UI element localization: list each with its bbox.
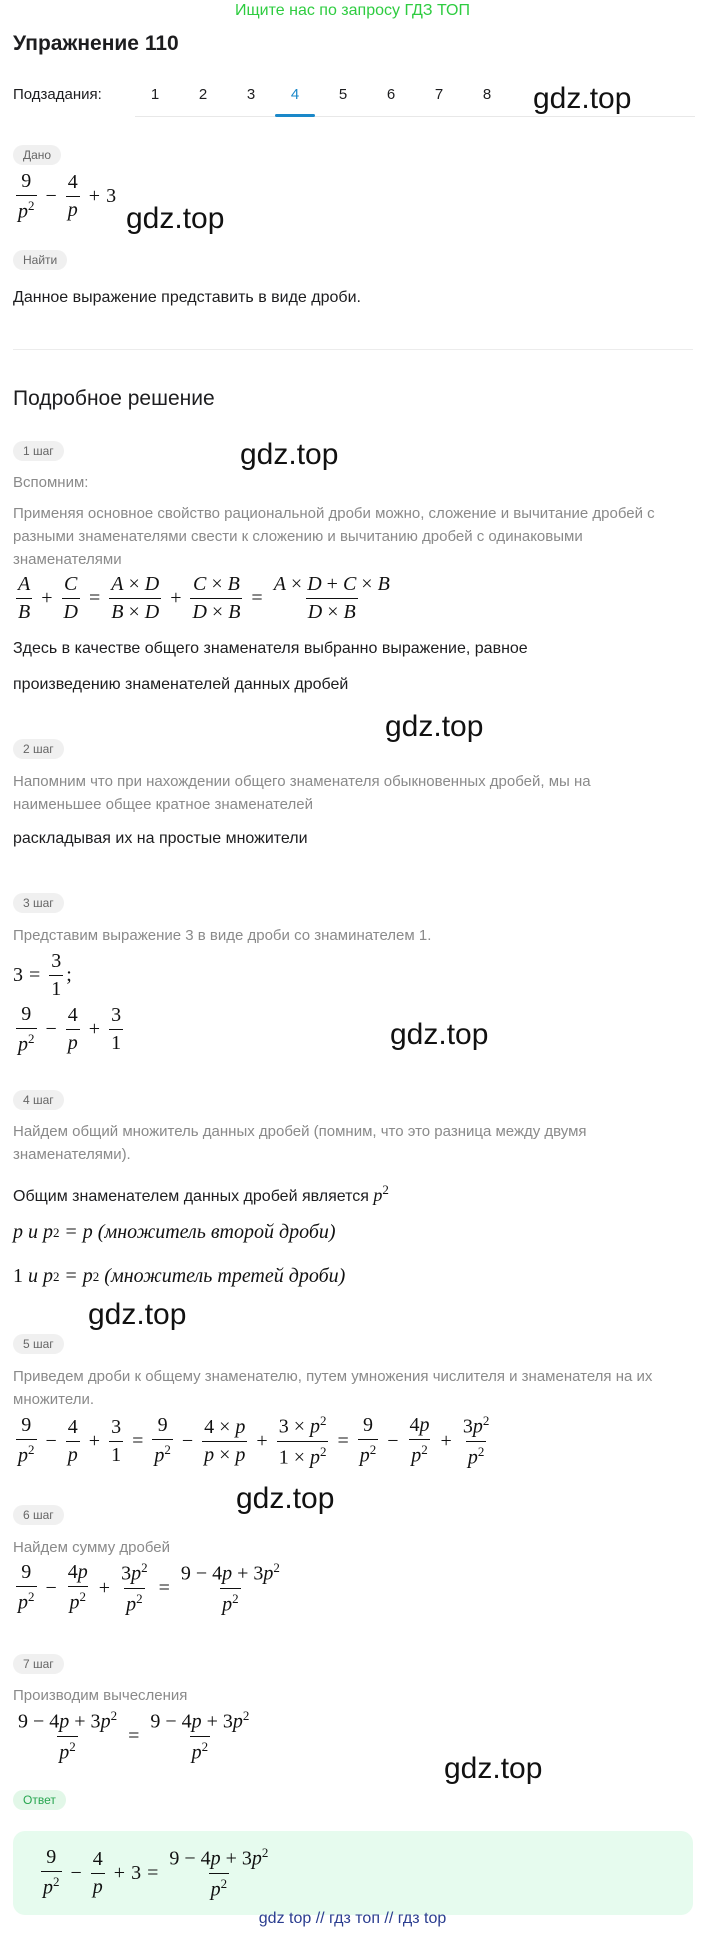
step-5-formula: $\frac{9}{p^2}$ − $\frac{4}{p}$ + $\frac{3}{1}$ = $\frac{9}{p^2}$ − $\frac{4 \times p}{p \times p}$ + $\frac{3 \times p^2}{1 \times p^2}$ = $\frac{9}{p^2}$ − $\frac{4p}{p^2}$ + $\frac{3p^2}{p^2}$ xyxy=(18,1413,490,1469)
given-pill: Дано xyxy=(13,145,61,165)
find-text: Данное выражение представить в виде дроби. xyxy=(13,289,361,306)
step-4-line2: 1 и p 2 = p 2 (множитель третей дроби) xyxy=(13,1265,346,1287)
given-expression: $\frac{9}{p^2}$ − $\frac{4}{p}$ + 3 xyxy=(18,170,117,223)
divider xyxy=(13,349,693,350)
step-7-pill: 7 шаг xyxy=(13,1654,64,1674)
tab-1[interactable]: 1 xyxy=(150,86,160,103)
step-5-pill: 5 шаг xyxy=(13,1334,64,1354)
page-title: Упражнение 110 xyxy=(13,32,179,55)
step-6-text: Найдем сумму дробей xyxy=(13,1539,171,1556)
step-4-line1: p и p 2 = p (множитель второй дроби) xyxy=(13,1221,336,1243)
watermark: gdz.top xyxy=(444,1752,543,1785)
step-4-conj: и xyxy=(28,1221,38,1243)
step-5-text: Приведем дроби к общему знаменателю, путем умножения числителя и знаменателя на их множители. xyxy=(13,1368,653,1408)
footer-links[interactable]: gdz top // гдз топ // гдз top xyxy=(258,1910,447,1927)
tab-5[interactable]: 5 xyxy=(338,86,348,103)
step-1-recall: Вспомним: xyxy=(13,474,89,491)
step-1-pill: 1 шаг xyxy=(13,441,64,461)
step-6-formula: $\frac{9}{p^2}$ − $\frac{4p}{p^2}$ + $\frac{3p^2}{p^2}$ = $\frac{9 - 4p + 3p^2}{p^2}$ xyxy=(18,1560,280,1616)
step-6-pill: 6 шаг xyxy=(13,1505,64,1525)
promo-banner: Ищите нас по запросу ГДЗ ТОП xyxy=(235,2,470,19)
watermark: gdz.top xyxy=(533,82,632,115)
watermark: gdz.top xyxy=(126,202,225,235)
solution-heading: Подробное решение xyxy=(13,387,215,410)
step-4-pill: 4 шаг xyxy=(13,1090,64,1110)
tabs-divider xyxy=(135,116,695,117)
step-1-text1: Здесь в качестве общего знаменателя выбранно выражение, равное xyxy=(13,640,528,657)
step-1-text: Применяя основное свойство рациональной дроби можно, сложение и вычитание дробей с разными знаменателями свести к сложению и вычитанию дробей с одинаковыми знаменателями xyxy=(13,505,655,568)
tab-3[interactable]: 3 xyxy=(246,86,256,103)
step-4-text: Найдем общий множитель данных дробей (помним, что это разница между двумя знаменателями). xyxy=(13,1123,587,1163)
tab-8[interactable]: 8 xyxy=(482,86,492,103)
subtasks-label: Подзадания: xyxy=(13,86,102,103)
active-tab-indicator xyxy=(275,114,315,117)
step-4-text2: Общим знаменателем данных дробей является $p^2$ xyxy=(13,1182,389,1205)
step-4-line1-note: (множитель второй дроби) xyxy=(97,1221,336,1243)
tab-4[interactable]: 4 xyxy=(290,86,300,103)
tab-2[interactable]: 2 xyxy=(198,86,208,103)
watermark: gdz.top xyxy=(88,1298,187,1331)
step-4-line2-note: (множитель третей дроби) xyxy=(104,1265,346,1287)
step-3-formula-a: 3 = $\frac{3}{1}$ ; xyxy=(13,950,72,1000)
step-7-formula: $\frac{9 - 4p + 3p^2}{p^2}$ = $\frac{9 - 4p + 3p^2}{p^2}$ xyxy=(18,1708,250,1764)
watermark: gdz.top xyxy=(240,438,339,471)
watermark: gdz.top xyxy=(390,1018,489,1051)
step-1-formula: $\frac{A}{B}$ + $\frac{C}{D}$ = $\frac{A \times D}{B \times D}$ + $\frac{C \times B}{D \times B}$ = $\frac{A \times D + C \times B}{D \times B}$ xyxy=(18,573,390,623)
step-4-text2-label: Общим знаменателем данных дробей является xyxy=(13,1188,369,1205)
step-7-text: Производим вычесления xyxy=(13,1687,188,1704)
step-1-text2: произведению знаменателей данных дробей xyxy=(13,676,349,693)
watermark: gdz.top xyxy=(385,710,484,743)
step-4-conj: и xyxy=(28,1265,38,1287)
step-2-text: Напомним что при нахождении общего знаменателя обыкновенных дробей, мы на наименьшее общее кратное знаменателей xyxy=(13,773,591,813)
find-pill: Найти xyxy=(13,250,67,270)
step-3-formula-b: $\frac{9}{p^2}$ − $\frac{4}{p}$ + $\frac{3}{1}$ xyxy=(18,1003,122,1056)
tab-7[interactable]: 7 xyxy=(434,86,444,103)
step-3-pill: 3 шаг xyxy=(13,893,64,913)
step-2-text2: раскладывая их на простые множители xyxy=(13,830,308,847)
step-2-pill: 2 шаг xyxy=(13,739,64,759)
answer-formula: $\frac{9}{p^2}$ − $\frac{4}{p}$ + 3 = $\frac{9 - 4p + 3p^2}{p^2}$ xyxy=(43,1845,269,1901)
watermark: gdz.top xyxy=(236,1482,335,1515)
step-3-text: Представим выражение 3 в виде дроби со знаминателем 1. xyxy=(13,927,432,944)
tab-6[interactable]: 6 xyxy=(386,86,396,103)
answer-pill: Ответ xyxy=(13,1790,66,1810)
